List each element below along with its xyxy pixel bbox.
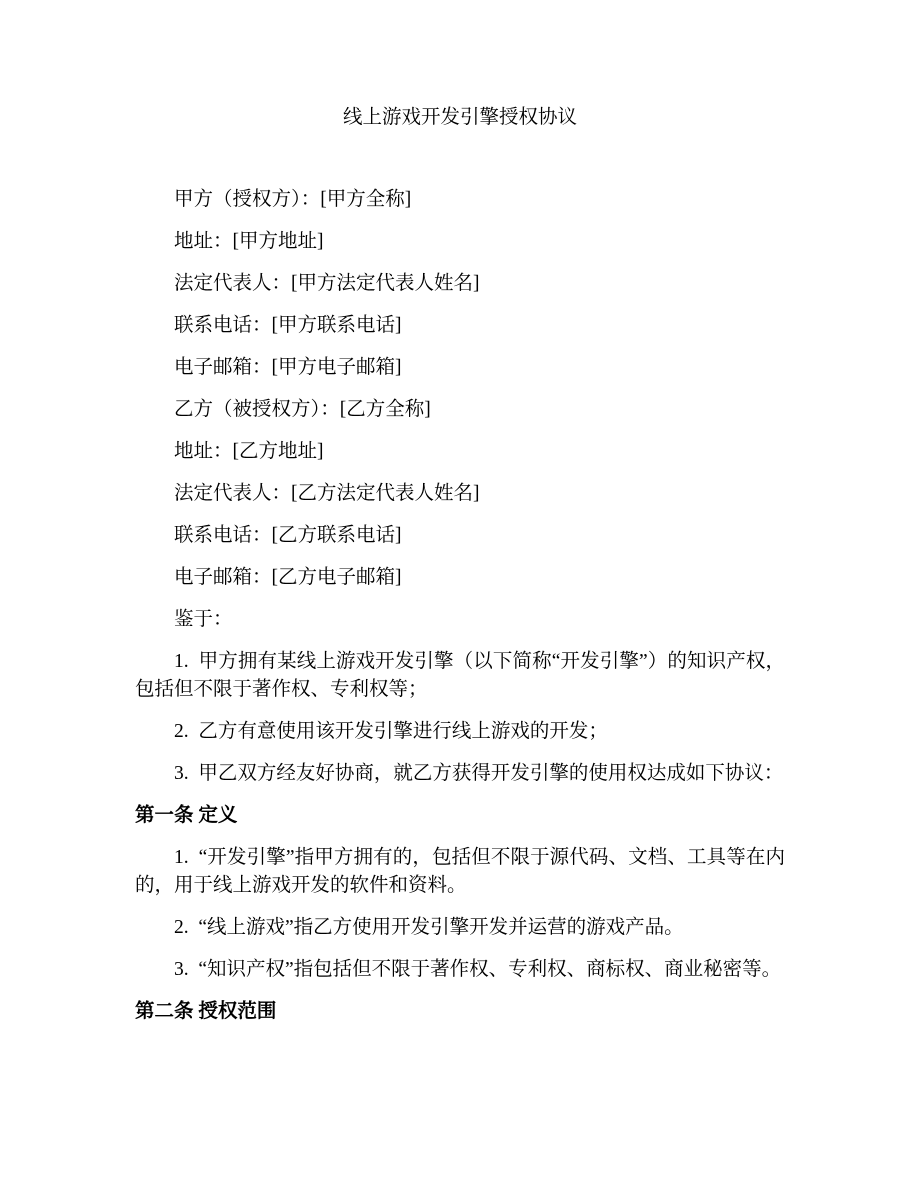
paragraph-recital-3: 3. 甲乙双方经友好协商，就乙方获得开发引擎的使用权达成如下协议： <box>174 763 784 784</box>
paragraph-party-a-email: 电子邮箱：[甲方电子邮箱] <box>174 357 402 378</box>
paragraph-recital-1: 1. 甲方拥有某线上游戏开发引擎（以下简称“开发引擎”）的知识产权，包括但不限于著作权、专利权等； <box>135 651 785 700</box>
paragraph-whereas: 鉴于： <box>174 609 233 630</box>
paragraph-definition-2: 2. “线上游戏”指乙方使用开发引擎开发并运营的游戏产品。 <box>174 917 684 938</box>
section-heading-article-1: 第一条 定义 <box>135 805 238 826</box>
paragraph-party-b-representative: 法定代表人：[乙方法定代表人姓名] <box>174 483 480 504</box>
paragraph-party-b: 乙方（被授权方）：[乙方全称] <box>174 399 431 420</box>
section-heading-article-2: 第二条 授权范围 <box>135 1001 277 1022</box>
paragraph-party-b-email: 电子邮箱：[乙方电子邮箱] <box>174 567 402 588</box>
paragraph-party-b-address: 地址：[乙方地址] <box>174 441 324 462</box>
paragraph-party-a: 甲方（授权方）：[甲方全称] <box>174 189 412 210</box>
paragraph-party-a-representative: 法定代表人：[甲方法定代表人姓名] <box>174 273 480 294</box>
paragraph-party-a-phone: 联系电话：[甲方联系电话] <box>174 315 402 336</box>
paragraph-definition-3: 3. “知识产权”指包括但不限于著作权、专利权、商标权、商业秘密等。 <box>174 959 782 980</box>
paragraph-recital-2: 2. 乙方有意使用该开发引擎进行线上游戏的开发； <box>174 721 608 742</box>
paragraph-definition-1: 1. “开发引擎”指甲方拥有的，包括但不限于源代码、文档、工具等在内的，用于线上游戏开发的软件和资料。 <box>135 847 785 896</box>
paragraph-party-a-address: 地址：[甲方地址] <box>174 231 324 252</box>
paragraph-party-b-phone: 联系电话：[乙方联系电话] <box>174 525 402 546</box>
document-title: 线上游戏开发引擎授权协议 <box>342 107 577 128</box>
